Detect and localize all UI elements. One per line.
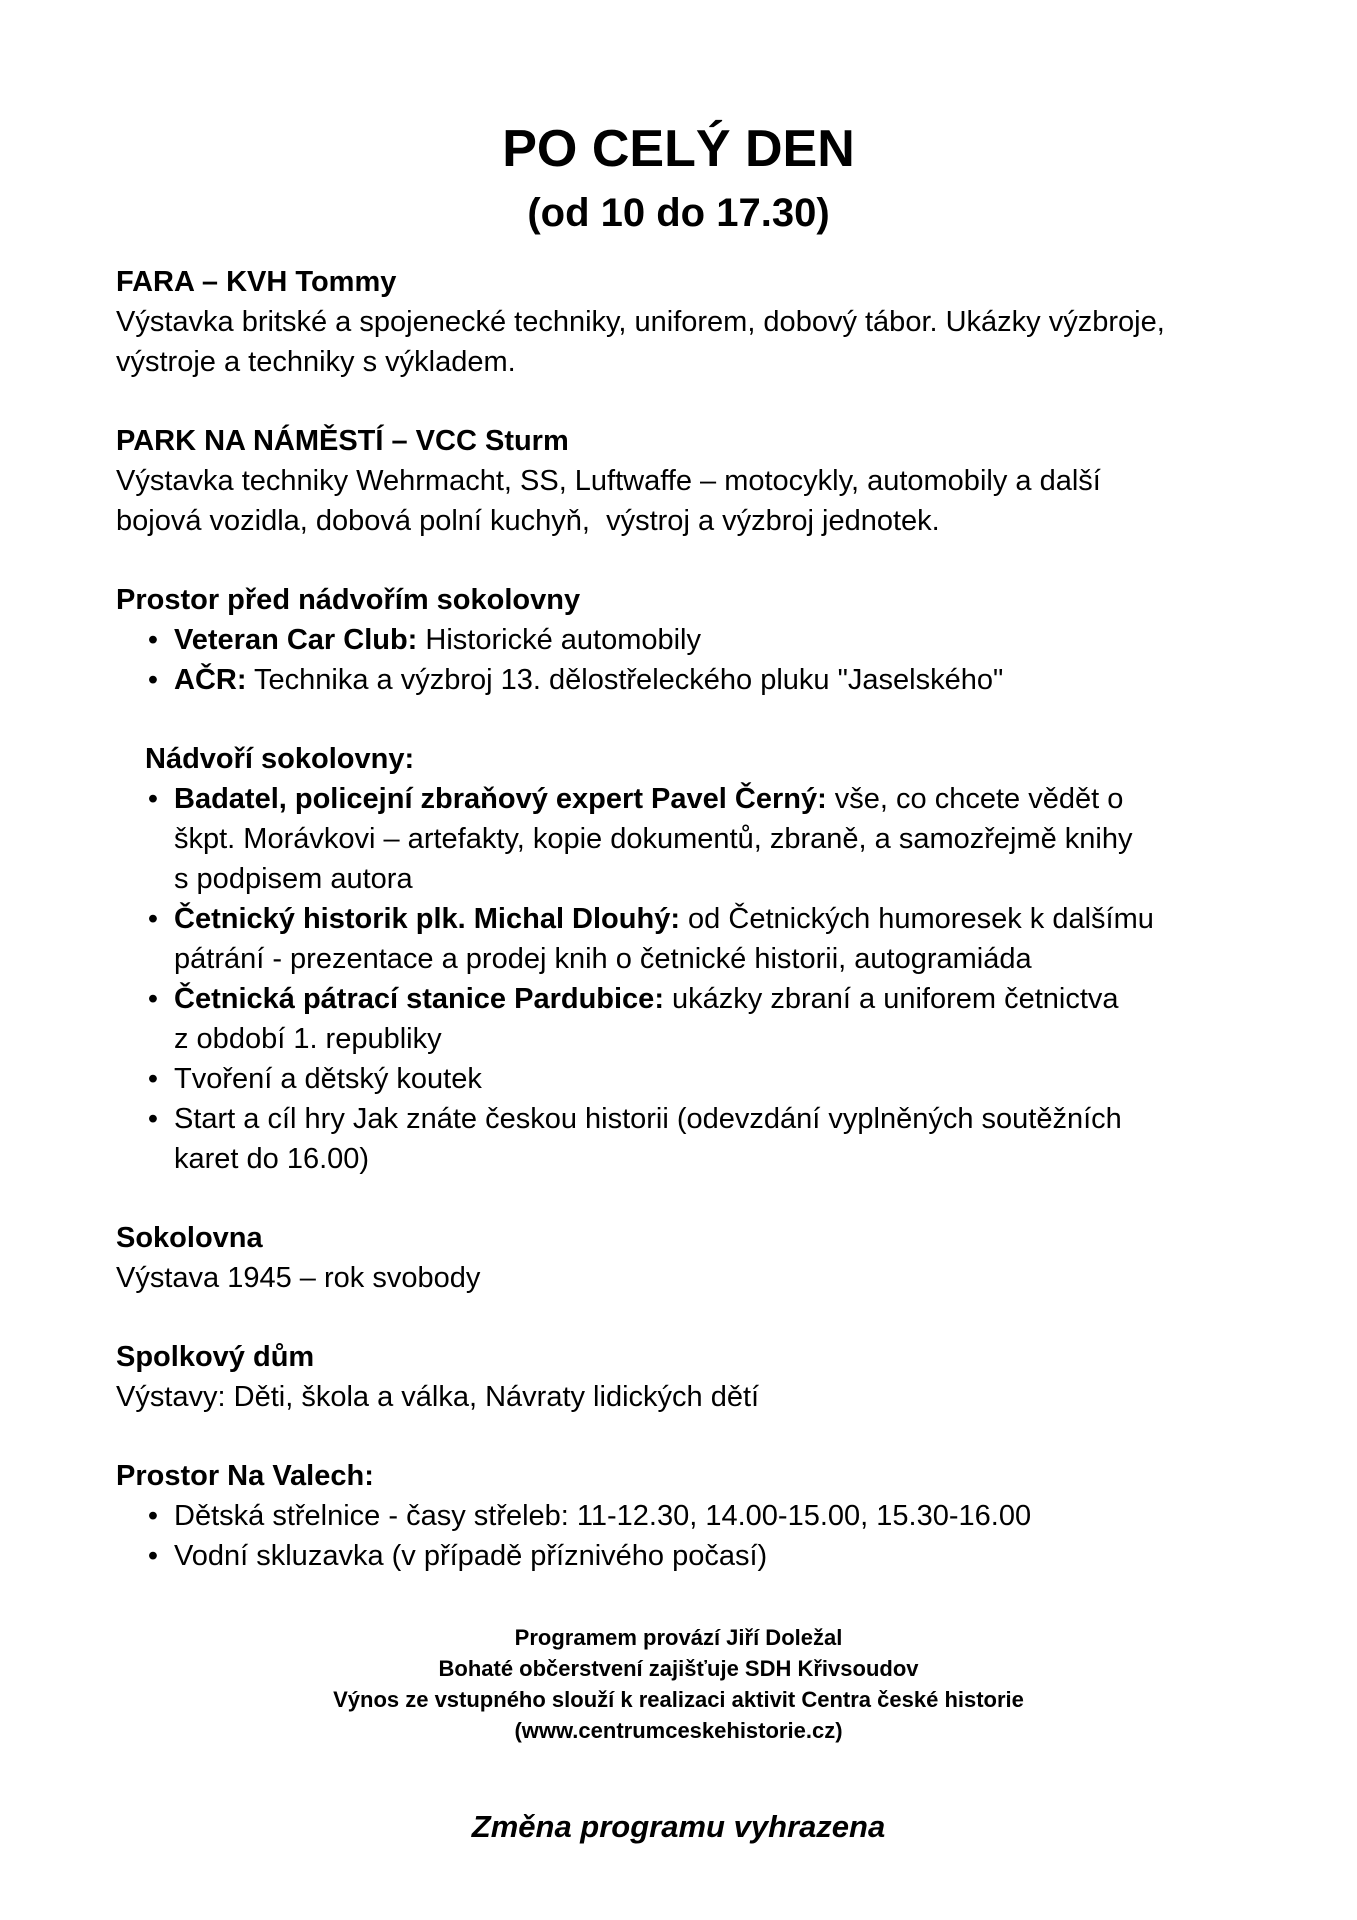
bullet-icon: • (147, 1540, 159, 1572)
item-label: Badatel, policejní zbraňový expert Pavel Černý: (174, 783, 827, 815)
bullet-list (116, 779, 1256, 1179)
footer-info (0, 1622, 1357, 1746)
section-heading: Prostor před nádvořím sokolovny (116, 584, 581, 616)
text-line: Výstavka techniky Wehrmacht, SS, Luftwaffe – motocykly, automobily a další (116, 465, 1101, 497)
list-item (116, 1536, 1256, 1576)
page-title: PO CELÝ DEN (502, 120, 855, 178)
list-item (116, 660, 1256, 700)
section-text (116, 461, 1256, 541)
bullet-list (116, 620, 1256, 700)
item-text: Dětská střelnice - časy střeleb: 11-12.30, 14.00-15.00, 15.30-16.00 (174, 1500, 1032, 1532)
section-text (116, 302, 1256, 382)
item-label: Četnický historik plk. Michal Dlouhý: (174, 903, 680, 935)
item-label: Četnická pátrací stanice Pardubice: (174, 983, 664, 1015)
footer-note: Změna programu vyhrazena (471, 1809, 886, 1844)
section-fara (116, 262, 1256, 382)
item-text: s podpisem autora (174, 863, 413, 895)
footer-line: (www.centrumceskehistorie.cz) (514, 1718, 843, 1743)
bullet-icon: • (147, 783, 159, 815)
item-text: Tvoření a dětský koutek (174, 1063, 482, 1095)
list-item (116, 979, 1256, 1059)
footer-line: Programem provází Jiří Doležal (514, 1625, 843, 1650)
bullet-icon: • (147, 983, 159, 1015)
list-item (116, 1099, 1256, 1179)
item-text: pátrání - prezentace a prodej knih o četnické historii, autogramiáda (174, 943, 1032, 975)
bullet-icon: • (147, 903, 159, 935)
item-text: z období 1. republiky (174, 1023, 442, 1055)
list-item (116, 620, 1256, 660)
section-heading: Sokolovna (116, 1222, 263, 1254)
section-heading: FARA – KVH Tommy (116, 266, 397, 298)
bullet-icon: • (147, 1103, 159, 1135)
bullet-list (116, 1496, 1256, 1576)
section-heading: PARK NA NÁMĚSTÍ – VCC Sturm (116, 425, 569, 457)
list-item (116, 1059, 1256, 1099)
bullet-icon: • (147, 1063, 159, 1095)
section-heading: Spolkový dům (116, 1341, 315, 1373)
footer-line: Bohaté občerstvení zajišťuje SDH Křivsoudov (438, 1656, 919, 1681)
section-park (116, 421, 1256, 541)
section-text: Výstavy: Děti, škola a válka, Návraty lidických dětí (116, 1381, 760, 1413)
section-heading: Nádvoří sokolovny: (145, 743, 415, 775)
section-na-valech (116, 1456, 1256, 1576)
section-sokolovna (116, 1218, 1256, 1298)
item-label: Veteran Car Club: (174, 624, 418, 656)
item-text: od Četnických humoresek k dalšímu (680, 903, 1154, 935)
text-line: bojová vozidla, dobová polní kuchyň, výstroj a výzbroj jednotek. (116, 505, 940, 537)
item-text: karet do 16.00) (174, 1143, 370, 1175)
bullet-icon: • (147, 664, 159, 696)
item-text: vše, co chcete vědět o (826, 783, 1124, 815)
item-text: ukázky zbraní a uniforem četnictva (663, 983, 1119, 1015)
section-heading: Prostor Na Valech: (116, 1460, 374, 1492)
page-subtitle: (od 10 do 17.30) (527, 191, 830, 235)
item-text: Technika a výzbroj 13. dělostřeleckého pluku "Jaselského" (246, 664, 1004, 696)
program-content (116, 262, 1256, 1615)
section-prostor (116, 580, 1256, 1179)
bullet-icon: • (147, 1500, 159, 1532)
section-text: Výstava 1945 – rok svobody (116, 1262, 481, 1294)
bullet-icon: • (147, 624, 159, 656)
item-label: AČR: (174, 664, 247, 696)
section-spolkovy-dum (116, 1337, 1256, 1417)
list-item (116, 899, 1256, 979)
list-item (116, 1496, 1256, 1536)
list-item (116, 779, 1256, 899)
item-text: Historické automobily (417, 624, 701, 656)
item-text: Start a cíl hry Jak znáte českou historii (odevzdání vyplněných soutěžních (174, 1103, 1122, 1135)
footer-line: Výnos ze vstupného slouží k realizaci aktivit Centra české historie (333, 1687, 1024, 1712)
item-text: škpt. Morávkovi – artefakty, kopie dokumentů, zbraně, a samozřejmě knihy (174, 823, 1133, 855)
text-line: výstroje a techniky s výkladem. (116, 346, 516, 378)
text-line: Výstavka britské a spojenecké techniky, uniforem, dobový tábor. Ukázky výzbroje, (116, 306, 1165, 338)
item-text: Vodní skluzavka (v případě příznivého počasí) (174, 1540, 768, 1572)
